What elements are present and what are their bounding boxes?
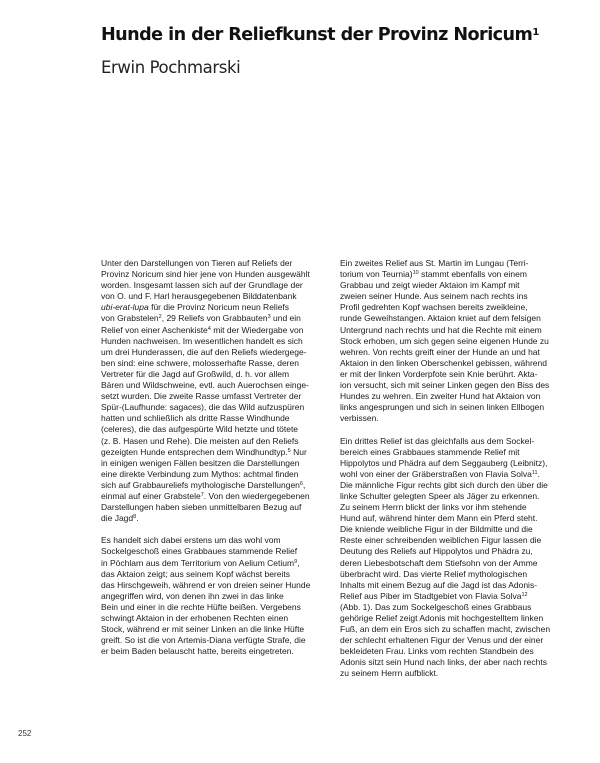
text-line — [340, 336, 580, 347]
text-run: bekleideten Frau. Links vom rechten Standbein des — [340, 646, 534, 657]
text-run: gehörige Relief zeigt Adonis mit hochgestelltem linken — [340, 613, 544, 623]
text-run: Adonis sitzt sein Hund nach links, der aber nach rechts — [340, 657, 547, 668]
text-line — [101, 491, 341, 502]
text-line — [101, 569, 341, 580]
text-run: er mit der linken Vorderpfote sein Knie berührt. Akta- — [340, 368, 538, 379]
text-line — [101, 280, 341, 291]
text-line — [101, 535, 341, 546]
footnote-ref[interactable]: 10 — [412, 270, 419, 277]
italic-term: ubi-erat-lupa — [101, 302, 149, 313]
article-title — [101, 24, 581, 46]
footnote-ref[interactable]: 9 — [294, 558, 298, 565]
text-run: in einigen wenigen Fällen besitzen die Darstellungen — [101, 457, 300, 468]
text-line — [101, 613, 341, 624]
text-line — [340, 469, 580, 480]
text-run: setzt wurden. Die zweite Rasse umfasst Vertreter der — [101, 391, 302, 402]
text-line — [340, 313, 580, 324]
text-line — [340, 280, 580, 291]
text-run: . — [136, 513, 139, 524]
title-footnote-ref[interactable]: 1 — [532, 27, 540, 38]
text-run: angegriffen wird, von denen ihn zwei in das linke — [101, 590, 284, 601]
text-run: Ein zweites Relief aus St. Martin im Lungau (Terri- — [340, 258, 529, 268]
text-run: Die männliche Figur rechts gibt sich durch den über die — [340, 479, 548, 490]
text-run: links angesprungen und sich in seinen linken Ellbogen — [340, 402, 545, 413]
text-run: Relief von einer Aschenkiste — [101, 324, 208, 335]
text-run: ion versucht, sich mit seiner Linken gegen den Biss des — [340, 380, 550, 391]
text-line — [101, 391, 341, 402]
text-line — [101, 558, 341, 569]
text-run: von Grabstelen — [101, 313, 159, 324]
text-line — [101, 624, 341, 635]
text-line — [340, 502, 580, 513]
text-run: Nur — [290, 446, 307, 457]
text-line — [101, 480, 341, 491]
text-line — [340, 458, 580, 469]
text-line — [101, 413, 341, 424]
text-run: für die Provinz Noricum neun Reliefs — [148, 302, 290, 313]
text-line — [101, 635, 341, 646]
text-line — [340, 269, 580, 280]
text-line — [340, 380, 580, 391]
text-run: Aktaion in den linken Oberschenkel gebissen, während — [340, 357, 547, 368]
text-run: zweien seiner Hunde. Aus seinem nach rechts ins — [340, 291, 528, 302]
text-line — [340, 558, 580, 569]
footnote-ref[interactable]: 5 — [287, 447, 291, 454]
footnote-ref[interactable]: 4 — [207, 325, 211, 332]
text-line — [101, 347, 341, 358]
text-run: Hundes zu wehren. Ein zweiter Hund hat Aktaion von — [340, 391, 541, 402]
text-run: gezeigten Hunde entsprechen dem Windhundtyp. — [101, 446, 288, 457]
text-run: Inhalts mit einem Bezug auf die Jagd ist das Adonis- — [340, 579, 538, 590]
text-run: , 29 Reliefs von Grabbauten — [161, 313, 268, 324]
text-run: eine direkte Verbindung zum Mythos: achtmal finden — [101, 468, 299, 479]
footnote-ref[interactable]: 2 — [158, 314, 162, 321]
text-run: torium von Teurnia) — [340, 269, 413, 280]
text-column-right — [340, 258, 580, 691]
text-line — [101, 424, 341, 435]
text-run: überbracht wird. Das vierte Relief mythologischen — [340, 568, 528, 579]
footnote-ref[interactable]: 8 — [133, 514, 137, 521]
text-run: Fuß, an dem ein Eros sich zu schaffen macht, zwischen — [340, 624, 551, 635]
paragraph — [340, 258, 580, 424]
text-run: um drei Hunderassen, die auf den Reliefs wiedergege- — [101, 346, 307, 357]
text-line — [340, 402, 580, 413]
text-line — [101, 313, 341, 324]
text-run: Zu seinem Herrn blickt der links vor ihm stehende — [340, 502, 527, 513]
text-run: einmal auf einer Grabstele — [101, 490, 201, 501]
text-line — [340, 569, 580, 580]
text-line — [340, 325, 580, 336]
text-run: das Aktaion zeigt; aus seinem Kopf wächst bereits — [101, 568, 290, 579]
text-run: (Abb. 1). Das zum Sockelgeschoß eines Grabbaus — [340, 601, 532, 612]
text-line — [340, 546, 580, 557]
footnote-ref[interactable]: 3 — [267, 314, 271, 321]
title-text: Hunde in der Reliefkunst der Provinz Noricum — [101, 25, 533, 45]
text-run: Bären und Wildschweine, evtl. auch Auerochsen einge- — [101, 380, 309, 391]
text-line — [101, 369, 341, 380]
text-line — [340, 369, 580, 380]
text-run: worden. Insgesamt lassen sich auf der Grundlage der — [101, 280, 303, 291]
text-line — [101, 591, 341, 602]
text-line — [340, 535, 580, 546]
text-line — [101, 513, 341, 524]
text-line — [340, 436, 580, 447]
text-run: deren Liebesbotschaft dem Stiefsohn von der Amme — [340, 557, 538, 568]
text-run: und ein — [270, 313, 301, 324]
paragraph — [101, 535, 341, 657]
text-line — [101, 380, 341, 391]
text-line — [340, 602, 580, 613]
page-number: 252 — [18, 729, 32, 738]
text-run: Bein und einer in die rechte Hüfte beißen. Vergebens — [101, 601, 301, 612]
text-line — [340, 302, 580, 313]
text-run: Vertreter für die Jagd auf Großwild, d. h. vor allem — [101, 368, 290, 379]
text-run: Spür-(Laufhunde: sagaces), die das Wild aufzuspüren — [101, 402, 305, 413]
text-run: Ein drittes Relief ist das gleichfalls aus dem Sockel- — [340, 435, 535, 446]
text-line — [101, 502, 341, 513]
footnote-ref[interactable]: 7 — [200, 491, 204, 498]
footnote-ref[interactable]: 12 — [521, 591, 528, 598]
text-line — [340, 358, 580, 369]
text-run: die Jagd — [101, 513, 134, 524]
text-run: er beim Baden belauscht hatte, bereits eingetreten. — [101, 646, 294, 657]
text-run: Grabbau und zeigt wieder Aktaion im Kampf mit — [340, 280, 520, 291]
text-line — [101, 602, 341, 613]
footnote-ref[interactable]: 6 — [299, 480, 303, 487]
text-run: Provinz Noricum sind hier jene von Hunden ausgewählt — [101, 269, 310, 280]
paragraph — [101, 258, 341, 524]
text-run: Hund auf, während hinter dem Mann ein Pferd steht. — [340, 513, 538, 524]
text-line — [101, 302, 341, 313]
text-line — [340, 491, 580, 502]
text-line — [340, 513, 580, 524]
text-run: Darstellungen haben sieben unmittelbaren Bezug auf — [101, 502, 302, 513]
text-run: wehren. Von rechts greift einer der Hunde an und hat — [340, 346, 540, 357]
text-line — [101, 291, 341, 302]
text-line — [101, 469, 341, 480]
text-run: stammt ebenfalls von einem — [418, 269, 527, 280]
text-line — [340, 613, 580, 624]
text-line — [101, 402, 341, 413]
text-run: von O. und F. Harl herausgegebenen Bilddatenbank — [101, 291, 297, 302]
text-line — [340, 480, 580, 491]
paragraph — [340, 436, 580, 680]
text-line — [340, 413, 580, 424]
text-line — [101, 580, 341, 591]
text-line — [340, 591, 580, 602]
text-line — [101, 646, 341, 657]
text-line — [340, 291, 580, 302]
text-line — [101, 269, 341, 280]
footnote-ref[interactable]: 11 — [531, 469, 538, 476]
text-line — [340, 391, 580, 402]
text-line — [101, 325, 341, 336]
text-run: Hunden nachweisen. Im wesentlichen handelt es sich — [101, 335, 303, 346]
text-run: hatten und schließlich als dritte Rasse Windhunde — [101, 413, 290, 424]
text-run: zu seinem Herrn aufblickt. — [340, 668, 439, 679]
text-run: , — [302, 479, 306, 490]
text-run: Reste einer schreibenden weiblichen Figur lassen die — [340, 535, 542, 546]
text-line — [101, 458, 341, 469]
author-name: Erwin Pochmarski — [101, 58, 241, 77]
text-run: Relief aus Piber im Stadtgebiet von Flavia Solva — [340, 590, 522, 601]
text-line — [340, 646, 580, 657]
text-run: , — [297, 557, 300, 568]
text-line — [340, 258, 580, 269]
text-line — [340, 347, 580, 358]
text-run: Es handelt sich dabei erstens um das wohl vom — [101, 535, 281, 546]
text-run: (z. B. Hasen und Rehe). Die meisten auf den Reliefs — [101, 435, 299, 446]
text-run: Untergrund nach rechts und hat die Rechte mit einem — [340, 324, 542, 335]
text-line — [340, 635, 580, 646]
text-run: sich auf Grabbaureliefs mythologische Darstellungen — [101, 479, 300, 490]
text-run: ben sind: eine schwere, molosserhafte Rasse, deren — [101, 357, 299, 368]
text-run: Hippolytos und Phädra auf dem Seggauberg (Leibnitz), — [340, 457, 548, 468]
text-line — [340, 668, 580, 679]
text-run: Profil gedrehten Kopf wachsen bereits zweikleine, — [340, 302, 528, 313]
text-run: Stock erhoben, um sich gegen seine eigenen Hunde zu — [340, 335, 549, 346]
text-run: (celeres), die das aufgespürte Wild hetzte und tötete — [101, 424, 299, 435]
text-run: runde Geweihstangen. Aktaion kniet auf dem felsigen — [340, 313, 541, 324]
text-run: mit der Wiedergabe von — [210, 324, 304, 335]
text-line — [101, 546, 341, 557]
text-line — [340, 447, 580, 458]
text-column-left — [101, 258, 341, 668]
text-line — [101, 336, 341, 347]
text-line — [340, 657, 580, 668]
text-line — [340, 580, 580, 591]
text-run: schwingt Aktaion in der erhobenen Rechten einen — [101, 613, 289, 623]
text-run: in Pöchlarn aus dem Territorium von Aelium Cetium — [101, 557, 295, 568]
text-run: Unter den Darstellungen von Tieren auf Reliefs der — [101, 258, 293, 268]
text-run: das Hirschgeweih, während er von dreien seiner Hunde — [101, 579, 311, 590]
text-line — [340, 624, 580, 635]
text-line — [101, 436, 341, 447]
text-run: Deutung des Reliefs auf Hippolytos und Phädra zu, — [340, 546, 533, 557]
text-line — [101, 258, 341, 269]
text-run: bereich eines Grabbaues stammende Relief mit — [340, 446, 520, 457]
text-line — [101, 358, 341, 369]
text-run: . — [537, 468, 540, 479]
text-run: verbissen. — [340, 413, 379, 424]
text-run: wohl von einer der Gräberstraßen von Flavia Solva — [340, 468, 532, 479]
text-line — [101, 447, 341, 458]
text-line — [340, 524, 580, 535]
text-run: der schlecht erhaltenen Figur der Venus und der einer — [340, 635, 544, 646]
text-run: linke Schulter gelegten Speer als Jäger zu erkennen. — [340, 490, 540, 501]
text-run: greift. So ist die von Artemis-Diana verfügte Strafe, die — [101, 635, 306, 646]
text-run: Stock, während er mit seiner Linken an die linke Hüfte — [101, 624, 305, 635]
text-run: Sockelgeschoß eines Grabbaues stammende Relief — [101, 546, 298, 557]
text-run: Die kniende weibliche Figur in der Bildmitte und die — [340, 524, 533, 535]
text-run: . Von den wiedergegebenen — [203, 490, 310, 501]
